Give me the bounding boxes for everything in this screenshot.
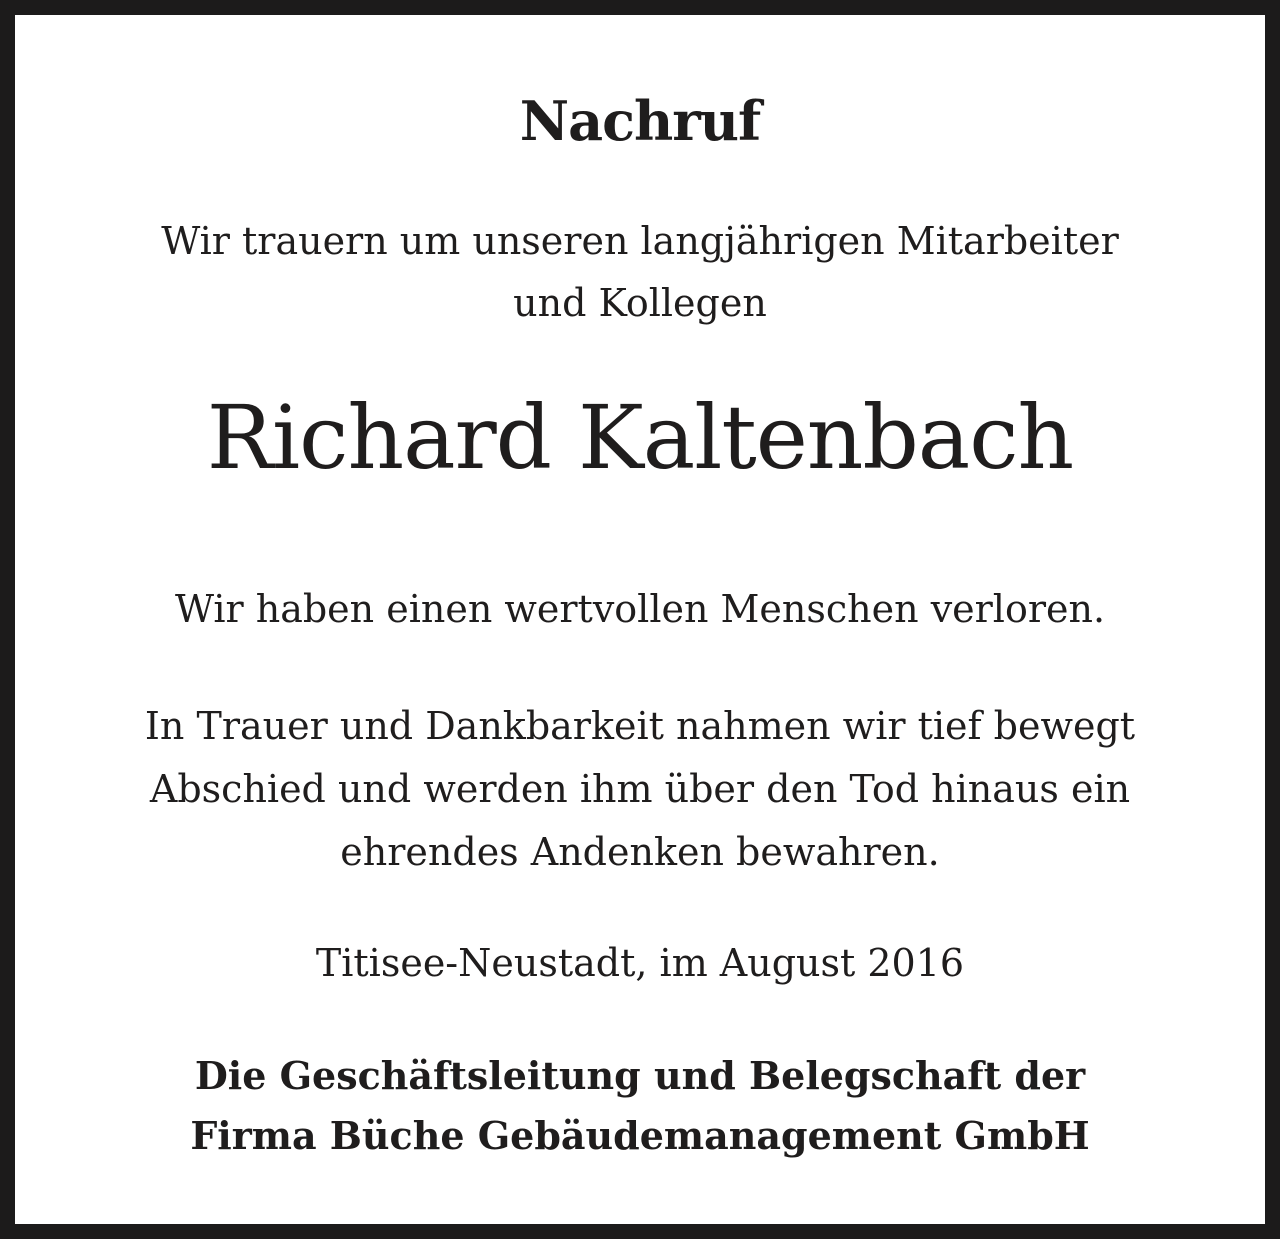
signature-line-2: Firma Büche Gebäudemanagement GmbH (190, 1113, 1090, 1158)
mourning-line-1: In Trauer und Dankbarkeit nahmen wir tief bewegt (144, 704, 1136, 748)
intro-line-2: und Kollegen (513, 281, 767, 325)
intro-line-1: Wir trauern um unseren langjährigen Mitarbeiter (161, 219, 1119, 263)
intro-text (15, 210, 1265, 334)
mourning-line-3: ehrendes Andenken bewahren. (340, 830, 940, 874)
mourning-text (15, 695, 1265, 884)
signature-line-1: Die Geschäftsleitung und Belegschaft der (194, 1053, 1086, 1098)
signature (15, 1046, 1265, 1166)
deceased-name: Richard Kaltenbach (206, 386, 1074, 489)
notice-title: Nachruf (519, 89, 761, 153)
place-date: Titisee-Neustadt, im August 2016 (315, 941, 965, 985)
mourning-line-2: Abschied und werden ihm über den Tod hinaus ein (149, 767, 1131, 811)
loss-statement: Wir haben einen wertvollen Menschen verloren. (174, 587, 1106, 631)
